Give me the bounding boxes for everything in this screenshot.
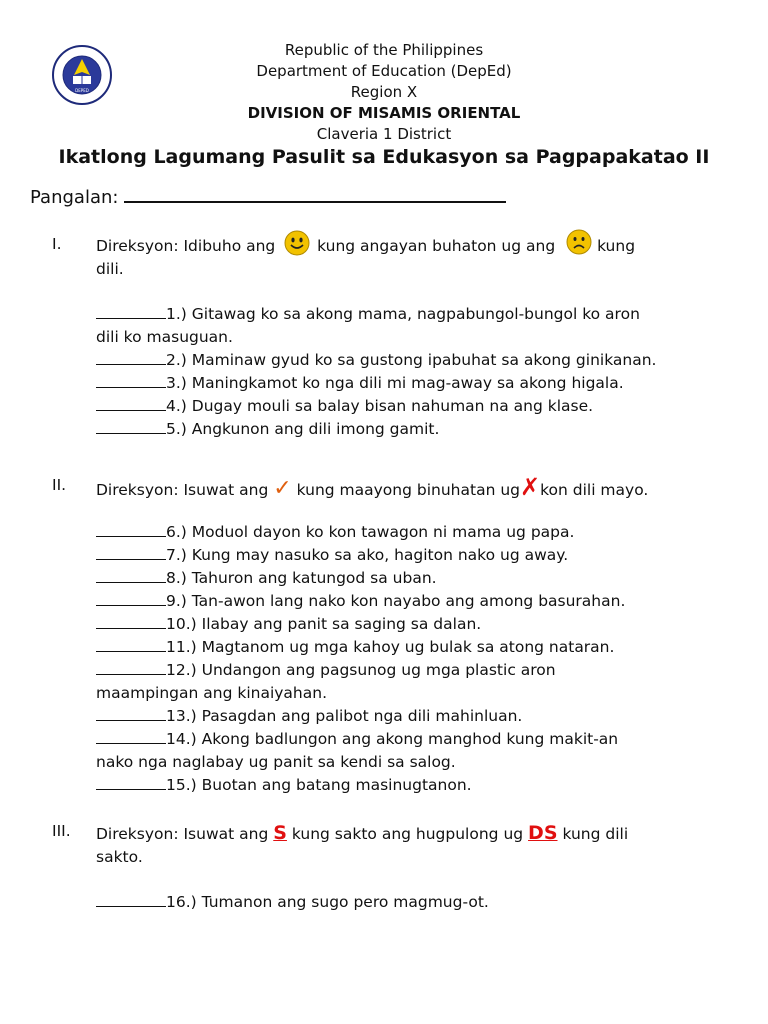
list-item: 15.) Buotan ang batang masinugtanon. <box>96 774 625 797</box>
header-district: Claveria 1 District <box>316 125 452 143</box>
list-item: 7.) Kung may nasuko sa ako, hagiton nako ug away. <box>96 544 625 567</box>
section-ii-dir-text-c: kon dili mayo. <box>540 481 649 499</box>
answer-blank[interactable] <box>96 545 166 560</box>
list-item-continuation: dili ko masuguan. <box>96 328 233 346</box>
answer-blank[interactable] <box>96 350 166 365</box>
answer-blank[interactable] <box>96 373 166 388</box>
header-republic: Republic of the Philippines <box>284 41 484 59</box>
section-ii-items <box>96 521 625 797</box>
section-iii-direction <box>96 822 628 846</box>
section-iii-dir-text-a: Direksyon: Isuwat ang <box>96 825 269 843</box>
header-region: Region X <box>350 83 418 101</box>
header-department: Department of Education (DepEd) <box>256 62 512 80</box>
ds-label: DS <box>528 822 558 844</box>
section-iii-dir-text-c: kung dili <box>562 825 629 843</box>
name-field[interactable] <box>30 183 506 208</box>
answer-blank[interactable] <box>96 706 166 721</box>
s-label: S <box>273 822 287 844</box>
section-i-direction <box>96 235 635 258</box>
list-item: 16.) Tumanon ang sugo pero magmug-ot. <box>96 891 489 914</box>
answer-blank[interactable] <box>96 396 166 411</box>
x-mark-icon: ✗ <box>519 473 541 501</box>
check-mark-icon: ✓ <box>273 476 292 501</box>
answer-blank[interactable] <box>96 304 166 319</box>
answer-blank[interactable] <box>96 591 166 606</box>
list-item: 5.) Angkunon ang dili imong gamit. <box>96 418 656 441</box>
name-label: Pangalan: <box>30 187 119 208</box>
section-iii-dir-text-b: kung sakto ang hugpulong ug <box>291 825 524 843</box>
section-ii-dir-text-a: Direksyon: Isuwat ang <box>96 481 269 499</box>
answer-blank[interactable] <box>96 660 166 675</box>
section-ii-direction <box>96 473 649 502</box>
section-iii-dir-text-d: sakto. <box>96 848 143 866</box>
list-item: 8.) Tahuron ang katungod sa uban. <box>96 567 625 590</box>
sad-face-icon <box>566 229 592 255</box>
document-header <box>0 40 768 145</box>
list-item: 13.) Pasagdan ang palibot nga dili mahinluan. <box>96 705 625 728</box>
list-item: 10.) Ilabay ang panit sa saging sa dalan. <box>96 613 625 636</box>
section-ii-dir-text-b: kung maayong binuhatan ug <box>296 481 520 499</box>
answer-blank[interactable] <box>96 637 166 652</box>
section-i-dir-text-b: kung angayan buhaton ug ang <box>317 237 556 255</box>
section-iii-numeral: III. <box>52 822 71 840</box>
section-i-dir-text-a: Direksyon: Idibuho ang <box>96 237 276 255</box>
list-item: 2.) Maminaw gyud ko sa gustong ipabuhat sa akong ginikanan. <box>96 349 656 372</box>
smiley-face-icon <box>284 230 310 256</box>
list-item: 14.) Akong badlungon ang akong manghod kung makit-an <box>96 728 625 751</box>
name-blank-line[interactable] <box>124 183 506 203</box>
answer-blank[interactable] <box>96 614 166 629</box>
section-i-numeral: I. <box>52 235 62 253</box>
list-item: 6.) Moduol dayon ko kon tawagon ni mama ug papa. <box>96 521 625 544</box>
svg-text:DEPED: DEPED <box>75 88 89 93</box>
list-item: 3.) Maningkamot ko nga dili mi mag-away sa akong higala. <box>96 372 656 395</box>
section-i-dir-text-c: kung <box>597 237 636 255</box>
list-item: 1.) Gitawag ko sa akong mama, nagpabungol-bungol ko aron <box>96 303 656 326</box>
list-item: 12.) Undangon ang pagsunog ug mga plastic aron <box>96 659 625 682</box>
answer-blank[interactable] <box>96 775 166 790</box>
list-item-continuation: nako nga naglabay ug panit sa kendi sa salog. <box>96 753 456 771</box>
list-item: 9.) Tan-awon lang nako kon nayabo ang among basurahan. <box>96 590 625 613</box>
answer-blank[interactable] <box>96 892 166 907</box>
section-i-items <box>96 303 656 441</box>
header-division: DIVISION OF MISAMIS ORIENTAL <box>247 104 521 122</box>
answer-blank[interactable] <box>96 729 166 744</box>
answer-blank[interactable] <box>96 419 166 434</box>
section-ii-numeral: II. <box>52 476 67 494</box>
page-title: Ikatlong Lagumang Pasulit sa Edukasyon sa Pagpapakatao II <box>58 146 710 168</box>
list-item-continuation: maampingan ang kinaiyahan. <box>96 684 327 702</box>
list-item: 11.) Magtanom ug mga kahoy ug bulak sa atong nataran. <box>96 636 625 659</box>
list-item: 4.) Dugay mouli sa balay bisan nahuman na ang klase. <box>96 395 656 418</box>
section-iii-items <box>96 891 489 914</box>
section-i-dir-text-d: dili. <box>96 260 124 278</box>
answer-blank[interactable] <box>96 522 166 537</box>
answer-blank[interactable] <box>96 568 166 583</box>
